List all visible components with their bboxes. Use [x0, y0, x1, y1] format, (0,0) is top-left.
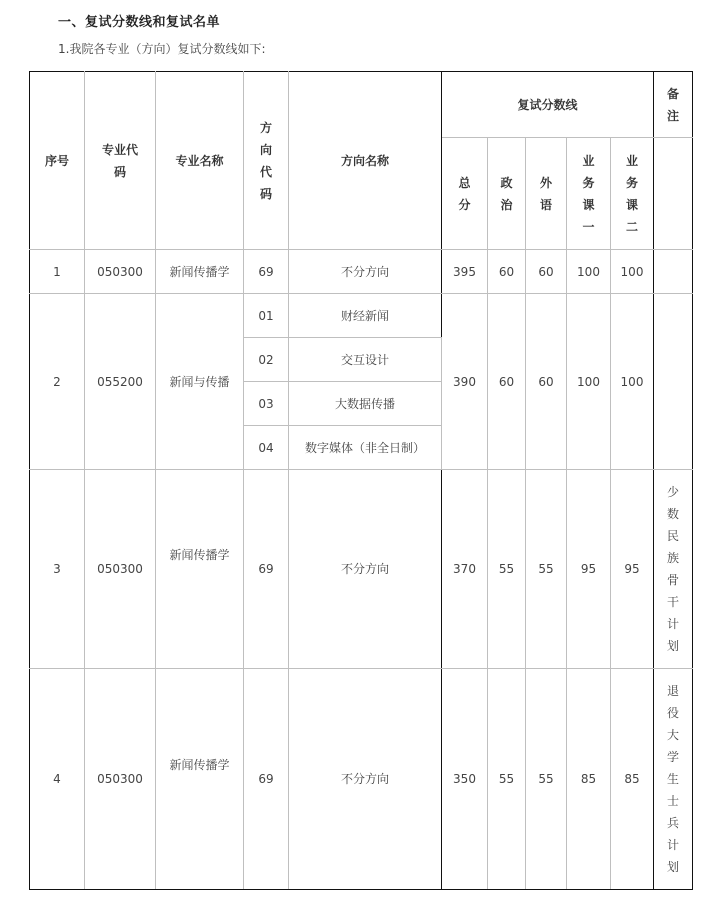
header-course1: 业务课一 — [567, 138, 611, 250]
cell-foreign: 60 — [526, 294, 567, 470]
header-foreign: 外语 — [526, 138, 567, 250]
cell-total: 350 — [442, 669, 488, 890]
header-dir-code: 方向代码 — [244, 72, 289, 250]
cell-major-code: 050300 — [85, 669, 156, 890]
cell-course1: 95 — [567, 470, 611, 669]
cell-total: 395 — [442, 250, 488, 294]
cell-dir-code: 01 — [244, 294, 289, 338]
cell-dir-code: 03 — [244, 382, 289, 426]
cell-foreign: 55 — [526, 669, 567, 890]
header-seq: 序号 — [30, 72, 85, 250]
header-total: 总分 — [442, 138, 488, 250]
cell-course2: 95 — [611, 470, 654, 669]
cell-dir-name: 数字媒体（非全日制） — [289, 426, 442, 470]
header-course2: 业务课二 — [611, 138, 654, 250]
cell-politics: 60 — [488, 250, 526, 294]
cell-remark: 少数民族骨干计划 — [654, 470, 693, 669]
cell-seq: 4 — [30, 669, 85, 890]
header-major-code: 专业代码 — [85, 72, 156, 250]
header-dir-name: 方向名称 — [289, 72, 442, 250]
cell-seq: 2 — [30, 294, 85, 470]
header-score-group: 复试分数线 — [442, 72, 654, 138]
cell-course1: 100 — [567, 294, 611, 470]
cell-dir-code: 02 — [244, 338, 289, 382]
cell-major-name: 新闻传播学 — [156, 250, 244, 294]
cell-politics: 55 — [488, 669, 526, 890]
cell-course2: 85 — [611, 669, 654, 890]
cell-course2: 100 — [611, 250, 654, 294]
cell-total: 390 — [442, 294, 488, 470]
cell-dir-code: 69 — [244, 669, 289, 890]
cell-foreign: 60 — [526, 250, 567, 294]
cell-dir-name: 大数据传播 — [289, 382, 442, 426]
cell-foreign: 55 — [526, 470, 567, 669]
cell-dir-name: 不分方向 — [289, 250, 442, 294]
cell-dir-code: 69 — [244, 250, 289, 294]
header-row-1 — [30, 72, 693, 138]
cell-remark: 退役大学生士兵计划 — [654, 669, 693, 890]
cell-seq: 3 — [30, 470, 85, 669]
cell-total: 370 — [442, 470, 488, 669]
table-row — [30, 250, 693, 294]
cell-major-code: 055200 — [85, 294, 156, 470]
cell-major-name: 新闻与传播 — [156, 294, 244, 470]
cell-course1: 85 — [567, 669, 611, 890]
cell-major-code: 050300 — [85, 470, 156, 669]
section-heading: 一、复试分数线和复试名单 — [58, 15, 221, 30]
score-table — [29, 71, 693, 890]
header-major-name: 专业名称 — [156, 72, 244, 250]
cell-dir-code: 04 — [244, 426, 289, 470]
cell-dir-name: 不分方向 — [289, 470, 442, 669]
cell-major-name: 新闻传播学 — [156, 669, 244, 890]
cell-dir-code: 69 — [244, 470, 289, 669]
cell-seq: 1 — [30, 250, 85, 294]
cell-remark — [654, 250, 693, 294]
cell-major-name: 新闻传播学 — [156, 470, 244, 669]
cell-course2: 100 — [611, 294, 654, 470]
table-row — [30, 470, 693, 669]
cell-remark — [654, 294, 693, 470]
cell-course1: 100 — [567, 250, 611, 294]
cell-dir-name: 财经新闻 — [289, 294, 442, 338]
cell-politics: 60 — [488, 294, 526, 470]
header-politics: 政治 — [488, 138, 526, 250]
header-remark-blank — [654, 138, 693, 250]
table-row — [30, 669, 693, 890]
table-row — [30, 294, 693, 338]
header-remark: 备注 — [654, 72, 693, 138]
intro-text: 1.我院各专业（方向）复试分数线如下: — [58, 42, 266, 56]
cell-politics: 55 — [488, 470, 526, 669]
cell-dir-name: 不分方向 — [289, 669, 442, 890]
cell-major-code: 050300 — [85, 250, 156, 294]
cell-dir-name: 交互设计 — [289, 338, 442, 382]
